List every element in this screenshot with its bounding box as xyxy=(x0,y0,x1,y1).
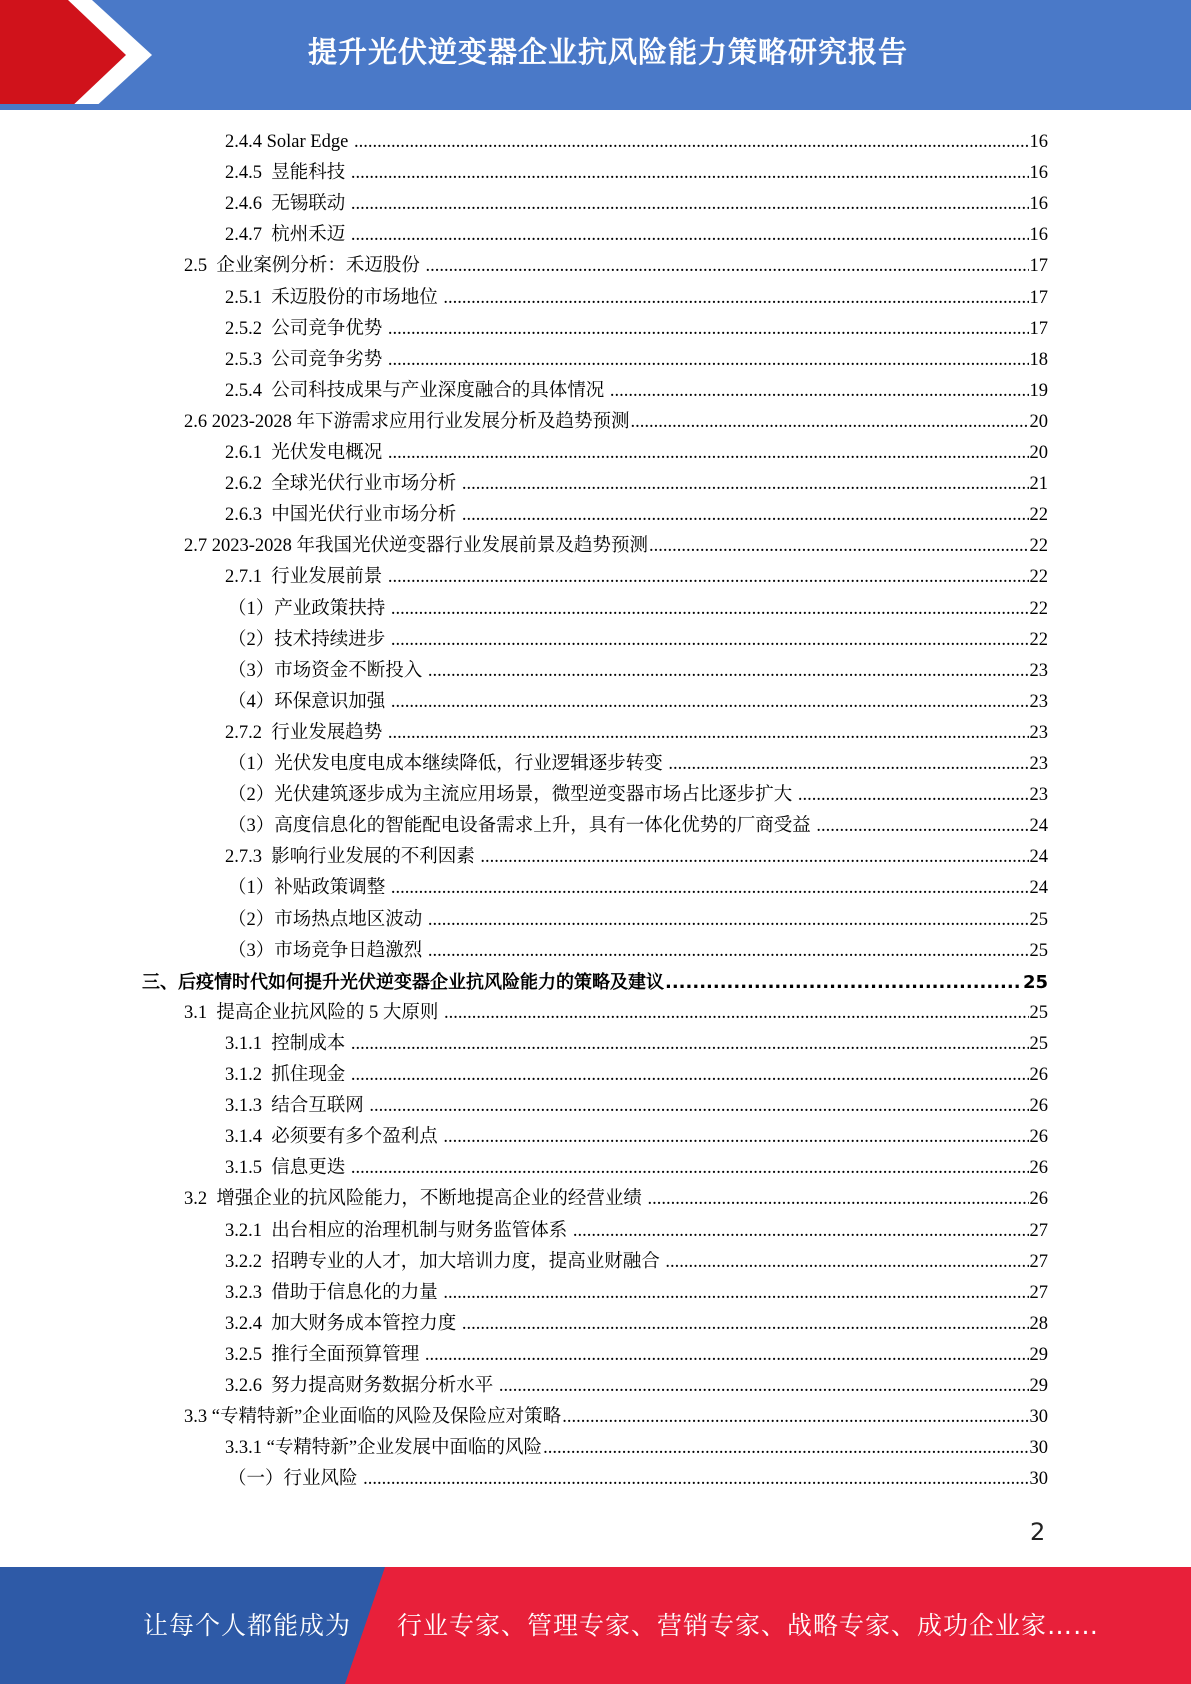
toc-entry-page: 20 xyxy=(1029,443,1048,463)
toc-entry[interactable] xyxy=(225,842,1048,873)
toc-entry[interactable] xyxy=(228,905,1048,936)
toc-entry-title: 2.5.2 公司竞争优势 xyxy=(225,318,387,339)
toc-entry-title: 2.7.3 影响行业发展的不利因素 xyxy=(225,847,480,868)
toc-leader-dots xyxy=(443,283,1028,314)
toc-entry-page: 24 xyxy=(1029,816,1048,837)
toc-leader-dots xyxy=(631,407,1029,438)
toc-entry-page: 21 xyxy=(1029,474,1048,495)
toc-leader-dots xyxy=(649,531,1028,562)
toc-entry-page: 22 xyxy=(1029,567,1048,588)
toc-entry-title: 2.6.3 中国光伏行业市场分析 xyxy=(225,505,461,526)
toc-entry-page: 16 xyxy=(1029,225,1048,246)
toc-entry-page: 27 xyxy=(1029,1220,1048,1241)
toc-entry-page: 23 xyxy=(1029,754,1048,774)
toc-entry[interactable] xyxy=(228,811,1048,842)
toc-entry[interactable] xyxy=(225,127,1048,158)
footer-slogan-left: 让每个人都能成为 xyxy=(143,1611,352,1640)
toc-entry-page: 22 xyxy=(1029,598,1048,619)
toc-leader-dots xyxy=(573,1216,1029,1247)
toc-entry-title: 3.2.6 努力提高财务数据分析水平 xyxy=(225,1376,498,1396)
toc-entry-title: 3.2.5 推行全面预算管理 xyxy=(225,1344,424,1365)
toc-entry-page: 18 xyxy=(1029,349,1048,370)
footer-slogan-right: 行业专家、管理专家、营销专家、战略专家、成功企业家…… xyxy=(397,1611,1100,1640)
toc-entry[interactable] xyxy=(228,594,1048,625)
toc-leader-dots xyxy=(388,718,1029,749)
page-number: 2 xyxy=(1030,1518,1046,1546)
toc-entry[interactable] xyxy=(225,1309,1048,1340)
toc-entry-title: （2）市场热点地区波动 xyxy=(228,909,427,930)
toc-entry-title: （1）补贴政策调整 xyxy=(228,878,390,899)
toc-leader-dots xyxy=(391,687,1029,718)
toc-entry-page: 24 xyxy=(1029,878,1048,899)
toc-entry-title: 三、后疫情时代如何提升光伏逆变器企业抗风险能力的策略及建议 xyxy=(142,971,664,993)
toc-entry[interactable] xyxy=(225,1340,1048,1371)
toc-entry-title: 3.2.4 加大财务成本管控力度 xyxy=(225,1313,461,1334)
toc-leader-dots xyxy=(648,1184,1029,1215)
toc-entry-page: 25 xyxy=(1029,940,1048,961)
report-title: 提升光伏逆变器企业抗风险能力策略研究报告 xyxy=(307,34,908,69)
toc-entry[interactable] xyxy=(228,687,1048,718)
toc-entry[interactable] xyxy=(228,656,1048,687)
toc-entry-title: 3.1.5 信息更迭 xyxy=(225,1158,350,1179)
toc-entry[interactable] xyxy=(225,1060,1048,1091)
toc-leader-dots xyxy=(351,1060,1029,1091)
toc-entry-title: （一）行业风险 xyxy=(228,1469,363,1490)
page-header xyxy=(0,0,1191,110)
toc-leader-dots xyxy=(391,625,1029,656)
page-footer xyxy=(0,1567,1191,1684)
toc-entry-title: （3）高度信息化的智能配电设备需求上升，具有一体化优势的厂商受益 xyxy=(228,816,816,837)
toc-entry[interactable] xyxy=(225,718,1048,749)
toc-entry-page: 30 xyxy=(1029,1469,1048,1490)
toc-entry-page: 16 xyxy=(1029,132,1048,152)
toc-entry-title: （3）市场竞争日趋激烈 xyxy=(228,940,427,961)
toc-entry[interactable] xyxy=(225,376,1048,407)
toc-entry-page: 22 xyxy=(1029,505,1048,526)
toc-entry-page: 17 xyxy=(1029,256,1048,277)
toc-leader-dots xyxy=(369,1091,1028,1122)
toc-leader-dots xyxy=(668,749,1028,780)
toc-entry-title: 3.1.3 结合互联网 xyxy=(225,1096,369,1117)
toc-leader-dots xyxy=(443,1278,1028,1309)
toc-entry-page: 25 xyxy=(1022,971,1048,993)
toc-entry[interactable] xyxy=(225,500,1048,531)
toc-leader-dots xyxy=(543,1433,1028,1464)
toc-entry[interactable] xyxy=(225,1371,1048,1402)
toc-entry-page: 22 xyxy=(1029,629,1048,650)
toc-entry[interactable] xyxy=(228,936,1048,967)
toc-entry-title: 3.2.3 借助于信息化的力量 xyxy=(225,1282,443,1303)
toc-entry[interactable] xyxy=(225,1247,1048,1278)
toc-leader-dots xyxy=(798,780,1029,811)
toc-entry[interactable] xyxy=(225,1091,1048,1122)
toc-entry-page: 16 xyxy=(1029,194,1048,215)
toc-entry-title: 3.2.2 招聘专业的人才，加大培训力度，提高业财融合 xyxy=(225,1251,665,1272)
toc-entry[interactable] xyxy=(228,749,1048,780)
toc-entry-title: 2.5.1 禾迈股份的市场地位 xyxy=(225,287,443,308)
toc-leader-dots xyxy=(444,998,1028,1029)
toc-leader-dots xyxy=(363,1464,1028,1495)
toc-leader-dots xyxy=(562,1402,1028,1433)
toc-entry-page: 28 xyxy=(1029,1313,1048,1334)
toc-entry-page: 24 xyxy=(1029,847,1048,868)
toc-entry-title: 3.3.1 “专精特新”企业发展中面临的风险 xyxy=(225,1438,543,1459)
toc-entry-page: 26 xyxy=(1029,1189,1048,1210)
toc-entry-title: （2）光伏建筑逐步成为主流应用场景，微型逆变器市场占比逐步扩大 xyxy=(228,785,797,806)
toc-entry-title: 2.4.4 Solar Edge xyxy=(225,132,353,152)
toc-entry-title: 3.2.1 出台相应的治理机制与财务监管体系 xyxy=(225,1220,572,1241)
toc-entry[interactable] xyxy=(184,998,1048,1029)
toc-entry[interactable] xyxy=(225,283,1048,314)
toc-leader-dots xyxy=(665,967,1022,998)
toc-entry-title: 3.1 提高企业抗风险的 5 大原则 xyxy=(184,1002,444,1023)
toc-entry[interactable] xyxy=(225,314,1048,345)
toc-leader-dots xyxy=(443,1122,1028,1153)
toc-entry-title: 2.4.6 无锡联动 xyxy=(225,194,350,215)
toc-leader-dots xyxy=(391,873,1029,904)
toc-entry-page: 23 xyxy=(1029,691,1048,712)
toc-entry-title: 2.7.1 行业发展前景 xyxy=(225,567,387,588)
toc-leader-dots xyxy=(816,811,1028,842)
toc-entry-title: 2.7.2 行业发展趋势 xyxy=(225,722,387,743)
toc-leader-dots xyxy=(610,376,1029,407)
toc-entry-page: 25 xyxy=(1029,909,1048,930)
toc-entry[interactable] xyxy=(225,1122,1048,1153)
toc-entry[interactable] xyxy=(225,1029,1048,1060)
toc-entry-page: 16 xyxy=(1029,163,1048,184)
toc-entry-page: 23 xyxy=(1029,722,1048,743)
toc-entry-page: 30 xyxy=(1029,1407,1048,1428)
toc-entry-page: 26 xyxy=(1029,1096,1048,1117)
toc-entry-title: 2.5.3 公司竞争劣势 xyxy=(225,349,387,370)
toc-entry-page: 29 xyxy=(1029,1376,1048,1396)
toc-leader-dots xyxy=(428,905,1029,936)
toc-entry-title: （1）产业政策扶持 xyxy=(228,598,390,619)
toc-leader-dots xyxy=(351,1153,1029,1184)
toc-entry-page: 17 xyxy=(1029,287,1048,308)
toc-entry-page: 23 xyxy=(1029,785,1048,806)
toc-entry[interactable] xyxy=(225,1433,1048,1464)
toc-entry-page: 26 xyxy=(1029,1065,1048,1085)
toc-entry[interactable] xyxy=(225,158,1048,189)
toc-entry[interactable] xyxy=(184,1402,1048,1433)
toc-leader-dots xyxy=(480,842,1028,873)
toc-entry-title: （4）环保意识加强 xyxy=(228,691,390,712)
toc-entry-title: 3.1.1 控制成本 xyxy=(225,1033,350,1054)
toc-leader-dots xyxy=(425,1340,1029,1371)
toc-leader-dots xyxy=(462,500,1029,531)
toc-entry-page: 26 xyxy=(1029,1127,1048,1148)
toc-entry[interactable] xyxy=(225,438,1048,469)
toc-leader-dots xyxy=(388,345,1029,376)
toc-leader-dots xyxy=(351,220,1029,251)
toc-entry-page: 27 xyxy=(1029,1282,1048,1303)
toc-entry-title: （2）技术持续进步 xyxy=(228,629,390,650)
toc-leader-dots xyxy=(462,1309,1029,1340)
toc-entry[interactable] xyxy=(184,251,1048,282)
toc-entry-page: 29 xyxy=(1029,1344,1048,1365)
toc-entry-title: 3.1.4 必须要有多个盈利点 xyxy=(225,1127,443,1148)
toc-entry-title: 2.6 2023-2028 年下游需求应用行业发展分析及趋势预测 xyxy=(184,411,630,432)
toc-leader-dots xyxy=(351,1029,1029,1060)
toc-entry-page: 17 xyxy=(1029,318,1048,339)
toc-leader-dots xyxy=(351,158,1029,189)
toc-leader-dots xyxy=(499,1371,1029,1402)
toc-entry-title: 2.7 2023-2028 年我国光伏逆变器行业发展前景及趋势预测 xyxy=(184,536,649,557)
toc-leader-dots xyxy=(428,656,1029,687)
toc-leader-dots xyxy=(354,127,1029,158)
toc-entry-title: 3.3 “专精特新”企业面临的风险及保险应对策略 xyxy=(184,1407,562,1428)
toc-entry-title: 2.6.1 光伏发电概况 xyxy=(225,443,387,463)
toc-leader-dots xyxy=(426,251,1029,282)
toc-entry[interactable] xyxy=(225,1216,1048,1247)
toc-entry-page: 19 xyxy=(1029,380,1048,401)
toc-leader-dots xyxy=(428,936,1029,967)
toc-entry-page: 23 xyxy=(1029,660,1048,681)
toc-entry[interactable] xyxy=(228,625,1048,656)
toc-entry-title: 2.5.4 公司科技成果与产业深度融合的具体情况 xyxy=(225,380,609,401)
toc-leader-dots xyxy=(665,1247,1028,1278)
toc-entry-title: （1）光伏发电度电成本继续降低，行业逻辑逐步转变 xyxy=(228,754,668,774)
toc-entry-page: 30 xyxy=(1029,1438,1048,1459)
toc-entry[interactable] xyxy=(225,345,1048,376)
toc-entry-page: 25 xyxy=(1029,1002,1048,1023)
toc-leader-dots xyxy=(388,438,1029,469)
toc-entry-title: 3.2 增强企业的抗风险能力，不断地提高企业的经营业绩 xyxy=(184,1189,647,1210)
toc-entry-page: 25 xyxy=(1029,1033,1048,1054)
toc-entry[interactable] xyxy=(225,469,1048,500)
toc-entry[interactable] xyxy=(228,1464,1048,1495)
toc-entry[interactable] xyxy=(228,780,1048,811)
toc-entry-title: 2.6.2 全球光伏行业市场分析 xyxy=(225,474,461,495)
toc-leader-dots xyxy=(391,594,1029,625)
toc-entry-title: 3.1.2 抓住现金 xyxy=(225,1065,350,1085)
toc-leader-dots xyxy=(462,469,1029,500)
toc-leader-dots xyxy=(388,562,1029,593)
toc-entry-title: 2.5 企业案例分析：禾迈股份 xyxy=(184,256,425,277)
toc-entry-page: 20 xyxy=(1029,411,1048,432)
toc-entry[interactable] xyxy=(228,873,1048,904)
toc-entry-page: 22 xyxy=(1029,536,1048,557)
toc-entry[interactable] xyxy=(225,1153,1048,1184)
toc-entry[interactable] xyxy=(225,1278,1048,1309)
toc-entry[interactable] xyxy=(184,531,1048,562)
toc-entry-page: 27 xyxy=(1029,1251,1048,1272)
toc-entry-title: 2.4.7 杭州禾迈 xyxy=(225,225,350,246)
toc-entry-title: （3）市场资金不断投入 xyxy=(228,660,427,681)
toc-entry[interactable] xyxy=(184,1184,1048,1215)
toc-leader-dots xyxy=(351,189,1029,220)
toc-entry[interactable] xyxy=(142,967,1048,998)
toc-entry-title: 2.4.5 昱能科技 xyxy=(225,163,350,184)
toc-entry[interactable] xyxy=(225,220,1048,251)
toc-entry-page: 26 xyxy=(1029,1158,1048,1179)
toc-leader-dots xyxy=(388,314,1029,345)
toc-entry[interactable] xyxy=(184,407,1048,438)
toc-entry[interactable] xyxy=(225,189,1048,220)
toc-entry[interactable] xyxy=(225,562,1048,593)
